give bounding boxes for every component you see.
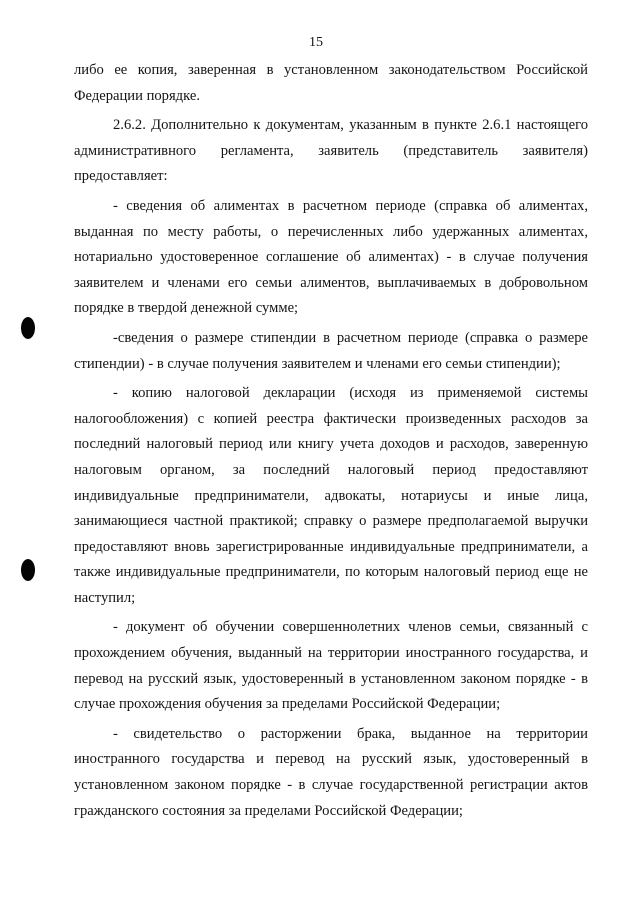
list-item-stipend: -сведения о размере стипендии в расчетном периоде (справка о размере стипендии) - в случае получения заявителем и членами его семьи стипендии); bbox=[74, 329, 588, 372]
paragraph-2-6-2: 2.6.2. Дополнительно к документам, указанным в пункте 2.6.1 настоящего административного регламента, заявитель (представитель заявителя) предоставляет: bbox=[74, 117, 588, 185]
punch-hole-mark bbox=[21, 559, 35, 581]
list-item-divorce-certificate: - свидетельство о расторжении брака, выданное на территории иностранного государства и перевод на русский язык, удостоверенный в установленном законом порядке - в случае государственной регистрации актов гражданского состояния за пределами Российской Федерации; bbox=[74, 725, 588, 819]
list-item-tax-declaration: - копию налоговой декларации (исходя из применяемой системы налогообложения) с копией реестра фактически произведенных расходов за последний налоговый период или книгу учета доходов и расходов, заверенную налоговым органом, за последний налоговый период предоставляют индивидуальные предприниматели, адвокаты, нотариусы и иные лица, занимающиеся частной практикой; справку о размере предполагаемой выручки предоставляют вновь зарегистрированные индивидуальные предприниматели, а также индивидуальные предприниматели, по которым налоговый период еще не наступил; bbox=[74, 385, 588, 606]
page-number: 15 bbox=[309, 35, 323, 50]
list-item-alimony: - сведения об алиментах в расчетном периоде (справка об алиментах, выданная по месту работы, о перечисленных либо удержанных алиментах, нотариально удостоверенное соглашение об алиментах) - в случае получения заявителем и членами его семьи алиментов, выплачиваемых в добровольном порядке в твердой денежной сумме; bbox=[74, 197, 588, 317]
document-body bbox=[74, 58, 588, 828]
punch-hole-mark bbox=[21, 317, 35, 339]
paragraph-continuation: либо ее копия, заверенная в установленном законодательством Российской Федерации порядке. bbox=[74, 62, 588, 104]
list-item-education-document: - документ об обучении совершеннолетних членов семьи, связанный с прохождением обучения, выданный на территории иностранного государства, и перевод на русский язык, удостоверенный в установленном законом порядке - в случае прохождения обучения за пределами Российской Федерации; bbox=[74, 619, 588, 713]
